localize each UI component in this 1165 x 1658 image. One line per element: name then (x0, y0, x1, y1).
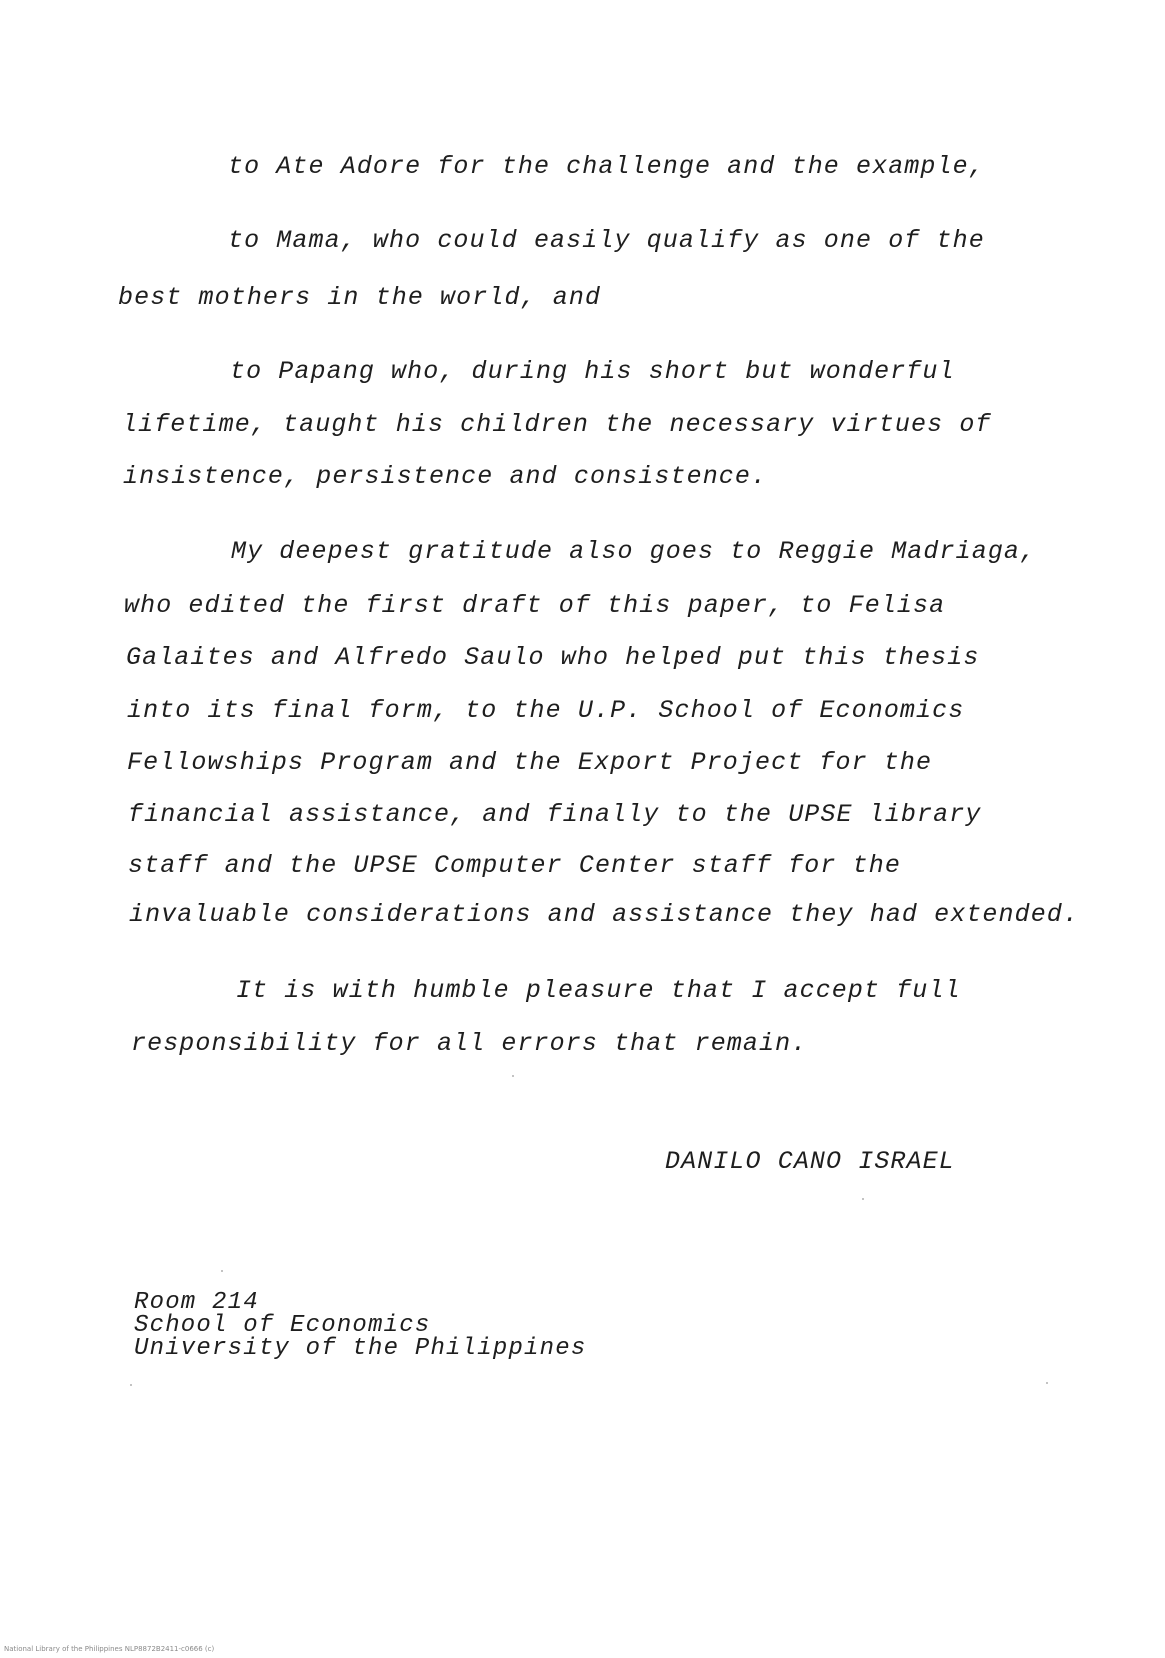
text-line: to Mama, who could easily qualify as one of the (228, 226, 985, 255)
text-line: to Papang who, during his short but wonderful (230, 357, 955, 386)
signature-name: DANILO CANO ISRAEL (665, 1147, 955, 1176)
text-line: Fellowships Program and the Export Project for the (127, 748, 933, 777)
text-line: best mothers in the world, and (118, 283, 602, 312)
address-line: Room 214 (134, 1289, 259, 1316)
text-line: Galaites and Alfredo Saulo who helped put this thesis (126, 643, 980, 672)
text-line: who edited the first draft of this paper, to Felisa (124, 591, 946, 620)
address-line: School of Economics (134, 1312, 431, 1339)
text-line: to Ate Adore for the challenge and the example, (228, 152, 985, 181)
scan-speck (862, 1198, 864, 1200)
scan-speck (1046, 1382, 1048, 1384)
text-line: My deepest gratitude also goes to Reggie Madriaga, (231, 537, 1037, 566)
scan-footer-note: National Library of the Philippines NLP8872B2411-c0666 (c) (4, 1645, 215, 1653)
text-line: insistence, persistence and consistence. (123, 462, 768, 491)
text-line: It is with humble pleasure that I accept full (236, 976, 961, 1005)
text-line: responsibility for all errors that remain. (131, 1029, 808, 1058)
text-line: lifetime, taught his children the necessary virtues of (122, 410, 992, 439)
scan-speck (130, 1384, 132, 1386)
scan-speck (221, 1270, 223, 1272)
text-line: into its final form, to the U.P. School of Economics (127, 696, 965, 725)
text-line: invaluable considerations and assistance they had extended. (129, 900, 1080, 929)
text-line: staff and the UPSE Computer Center staff for the (128, 851, 901, 880)
scan-speck (512, 1075, 514, 1077)
text-line: financial assistance, and finally to the UPSE library (128, 800, 982, 829)
address-line: University of the Philippines (134, 1335, 587, 1362)
